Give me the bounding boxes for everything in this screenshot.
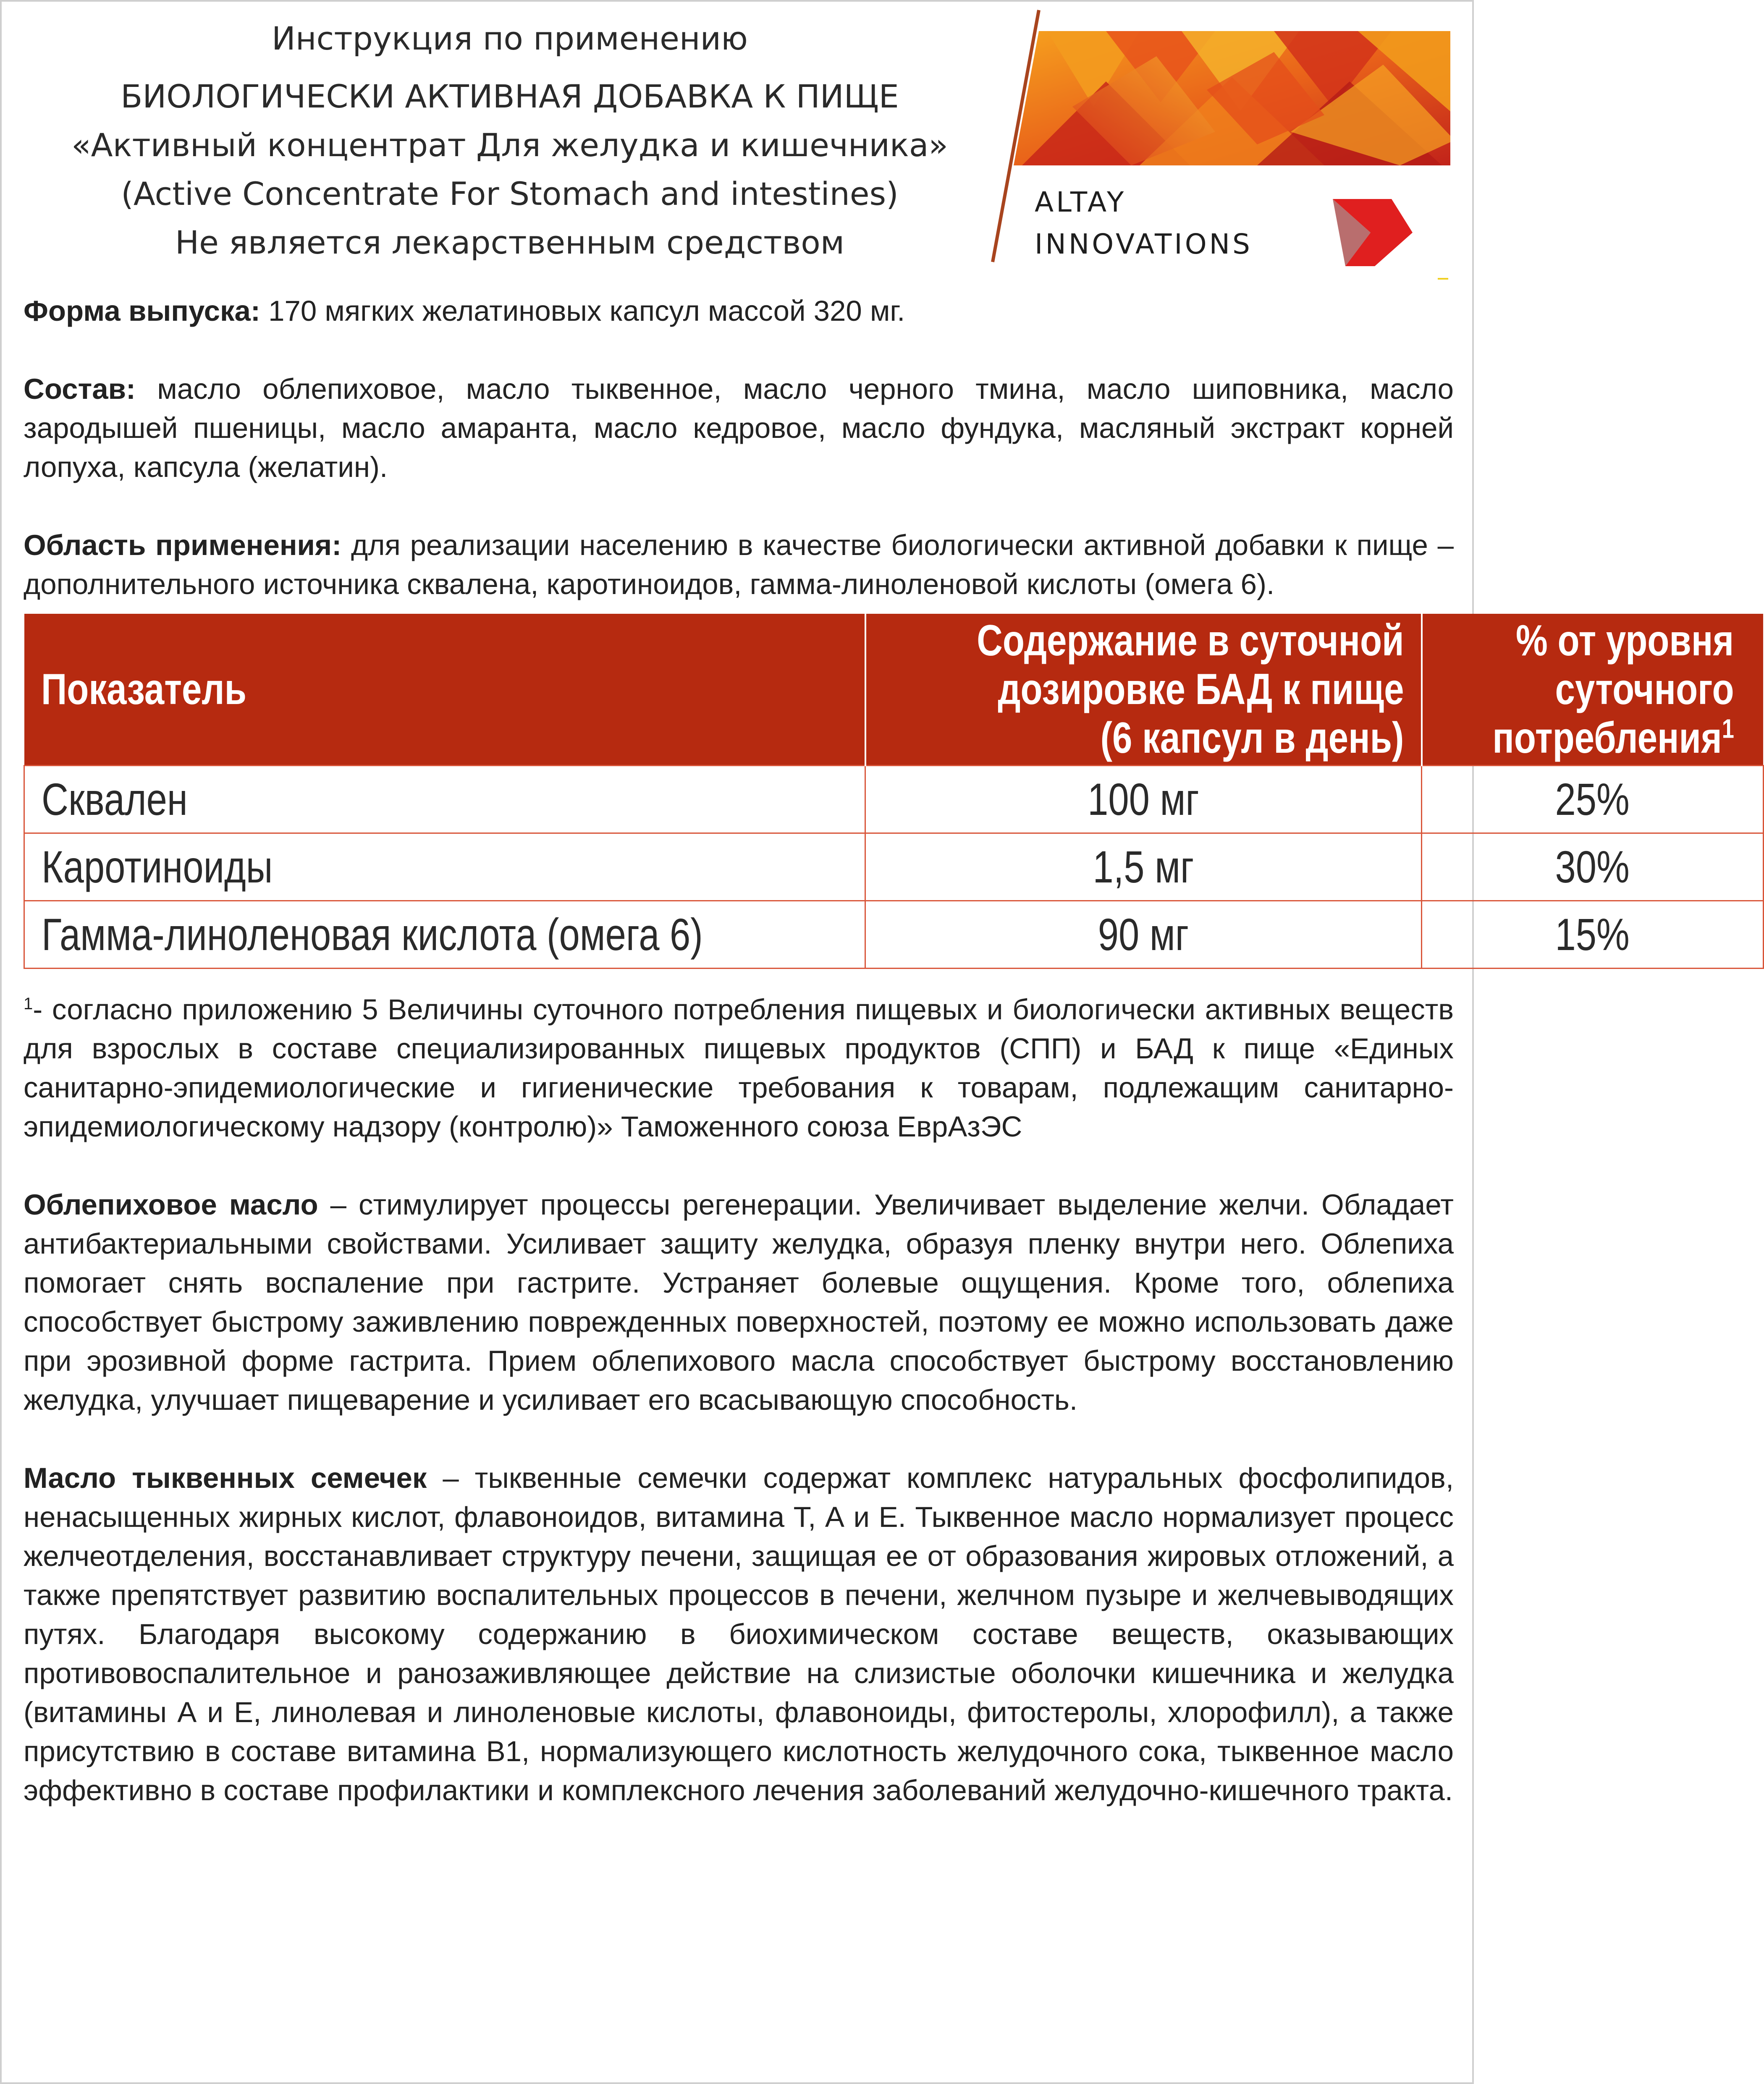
release-form-text: 170 мягких желатиновых капсул массой 320 мг. — [260, 295, 905, 327]
pumpkin-oil-label: Масло тыквенных семечек — [24, 1462, 427, 1494]
logo-text-altay: ALTAY — [1035, 186, 1127, 218]
composition — [24, 369, 1454, 487]
row-amount: 90 мг — [865, 901, 1422, 969]
row-name: Каротиноиды — [24, 833, 865, 901]
altay-innovations-logo — [980, 6, 1455, 283]
pumpkin-oil-text: – тыквенные семечки содержат комплекс натуральных фосфолипидов, ненасыщенных жирных кислот, флавоноидов, витамина Т, А и Е. Тыквенное масло нормализует процесс желчеотделения, восстанавливает структуру печени, защищая ее от образования жировых отложений, а также препятствует развитию воспалительных процессов в печени, желчном пузыре и желчевыводящих путях. Благодаря высокому содержанию в биохимическом составе веществ, оказывающих противовоспалительное и ранозаживляющее действие на слизистые оболочки кишечника и желудка (витамины А и Е, линолевая и линоленовые кислоты, флавоноиды, фитостеролы, хлорофилл), а также присутствию в составе витамина В1, нормализующего кислотность желудочного сока, тыквенное масло эффективно в составе профилактики и комплексного лечения заболеваний желудочно-кишечного тракта. — [24, 1462, 1454, 1806]
table-row — [24, 766, 1764, 833]
product-category: БИОЛОГИЧЕСКИ АКТИВНАЯ ДОБАВКА К ПИЩЕ — [121, 78, 899, 115]
instruction-body — [24, 291, 1734, 1810]
header-percent-daily: % от уровня суточного потребления$^1$ — [1422, 614, 1764, 766]
logo-banner — [1005, 31, 1455, 170]
composition-text: масло облепиховое, масло тыквенное, масло черного тмина, масло шиповника, масло зародышей пшеницы, масло амаранта, масло кедровое, масло фундука, масляный экстракт корней лопуха, капсула (желатин). — [24, 373, 1454, 483]
header — [2, 2, 1476, 279]
footnote-marker: 1 — [24, 995, 33, 1013]
release-form — [24, 291, 1454, 330]
header-text — [27, 14, 993, 267]
row-percent: 30% — [1422, 833, 1764, 901]
product-name-en: (Active Concentrate For Stomach and intestines) — [121, 175, 899, 212]
table-row — [24, 901, 1764, 969]
logo-arrow-icon — [1333, 199, 1413, 266]
row-amount: 100 мг — [865, 766, 1422, 833]
table-row — [24, 833, 1764, 901]
usage-area-text: для реализации населению в качестве биологически активной добавки к пище – дополнительного источника сквалена, каротиноидов, гамма-линоленовой кислоты (омега 6). — [24, 529, 1454, 600]
row-amount: 1,5 мг — [865, 833, 1422, 901]
release-form-label: Форма выпуска: — [24, 295, 260, 327]
usage-area-label: Область применения: — [24, 529, 342, 561]
header-indicator: Показатель — [24, 614, 865, 766]
row-name: Гамма-линоленовая кислота (омега 6) — [24, 901, 865, 969]
not-medicine-note: Не является лекарственным средством — [175, 224, 845, 261]
header-title: Инструкция по применению — [272, 20, 748, 57]
nutrient-table-header — [24, 614, 1764, 766]
header-daily-content: Содержание в суточной дозировке БАД к пище (6 капсул в день) — [865, 614, 1422, 766]
row-name: Сквален — [24, 766, 865, 833]
seabuckthorn-oil-description — [24, 1185, 1454, 1419]
row-percent: 25% — [1422, 766, 1764, 833]
seabuckthorn-oil-text: – стимулирует процессы регенерации. Увеличивает выделение желчи. Обладает антибактериальными свойствами. Усиливает защиту желудка, образуя пленку внутри него. Облепиха помогает снять воспаление при гастрите. Устраняет болевые ощущения. Кроме того, облепиха способствует быстрому заживлению поврежденных поверхностей, поэтому ее можно использовать даже при эрозивной форме гастрита. Прием облепихового масла способствует быстрому восстановлению желудка, улучшает пищеварение и усиливает его всасывающую способность. — [24, 1189, 1454, 1416]
usage-area — [24, 526, 1454, 604]
nutrient-table — [24, 614, 1764, 969]
product-name: «Активный концентрат Для желудка и кишечника» — [71, 126, 948, 164]
row-percent: 15% — [1422, 901, 1764, 969]
footnote — [24, 990, 1454, 1146]
pumpkin-oil-description — [24, 1458, 1454, 1810]
seabuckthorn-oil-label: Облепиховое масло — [24, 1189, 318, 1221]
logo-text-innovations: INNOVATIONS — [1035, 228, 1253, 260]
composition-label: Состав: — [24, 373, 136, 405]
footnote-text: - согласно приложению 5 Величины суточного потребления пищевых и биологически активных веществ для взрослых в составе специализированных пищевых продуктов (СПП) и БАД к пище «Единых санитарно-эпидемиологические и гигиенические требования к товарам, подлежащим санитарно-эпидемиологическому надзору (контролю)» Таможенного союза ЕврАзЭС — [24, 993, 1454, 1143]
